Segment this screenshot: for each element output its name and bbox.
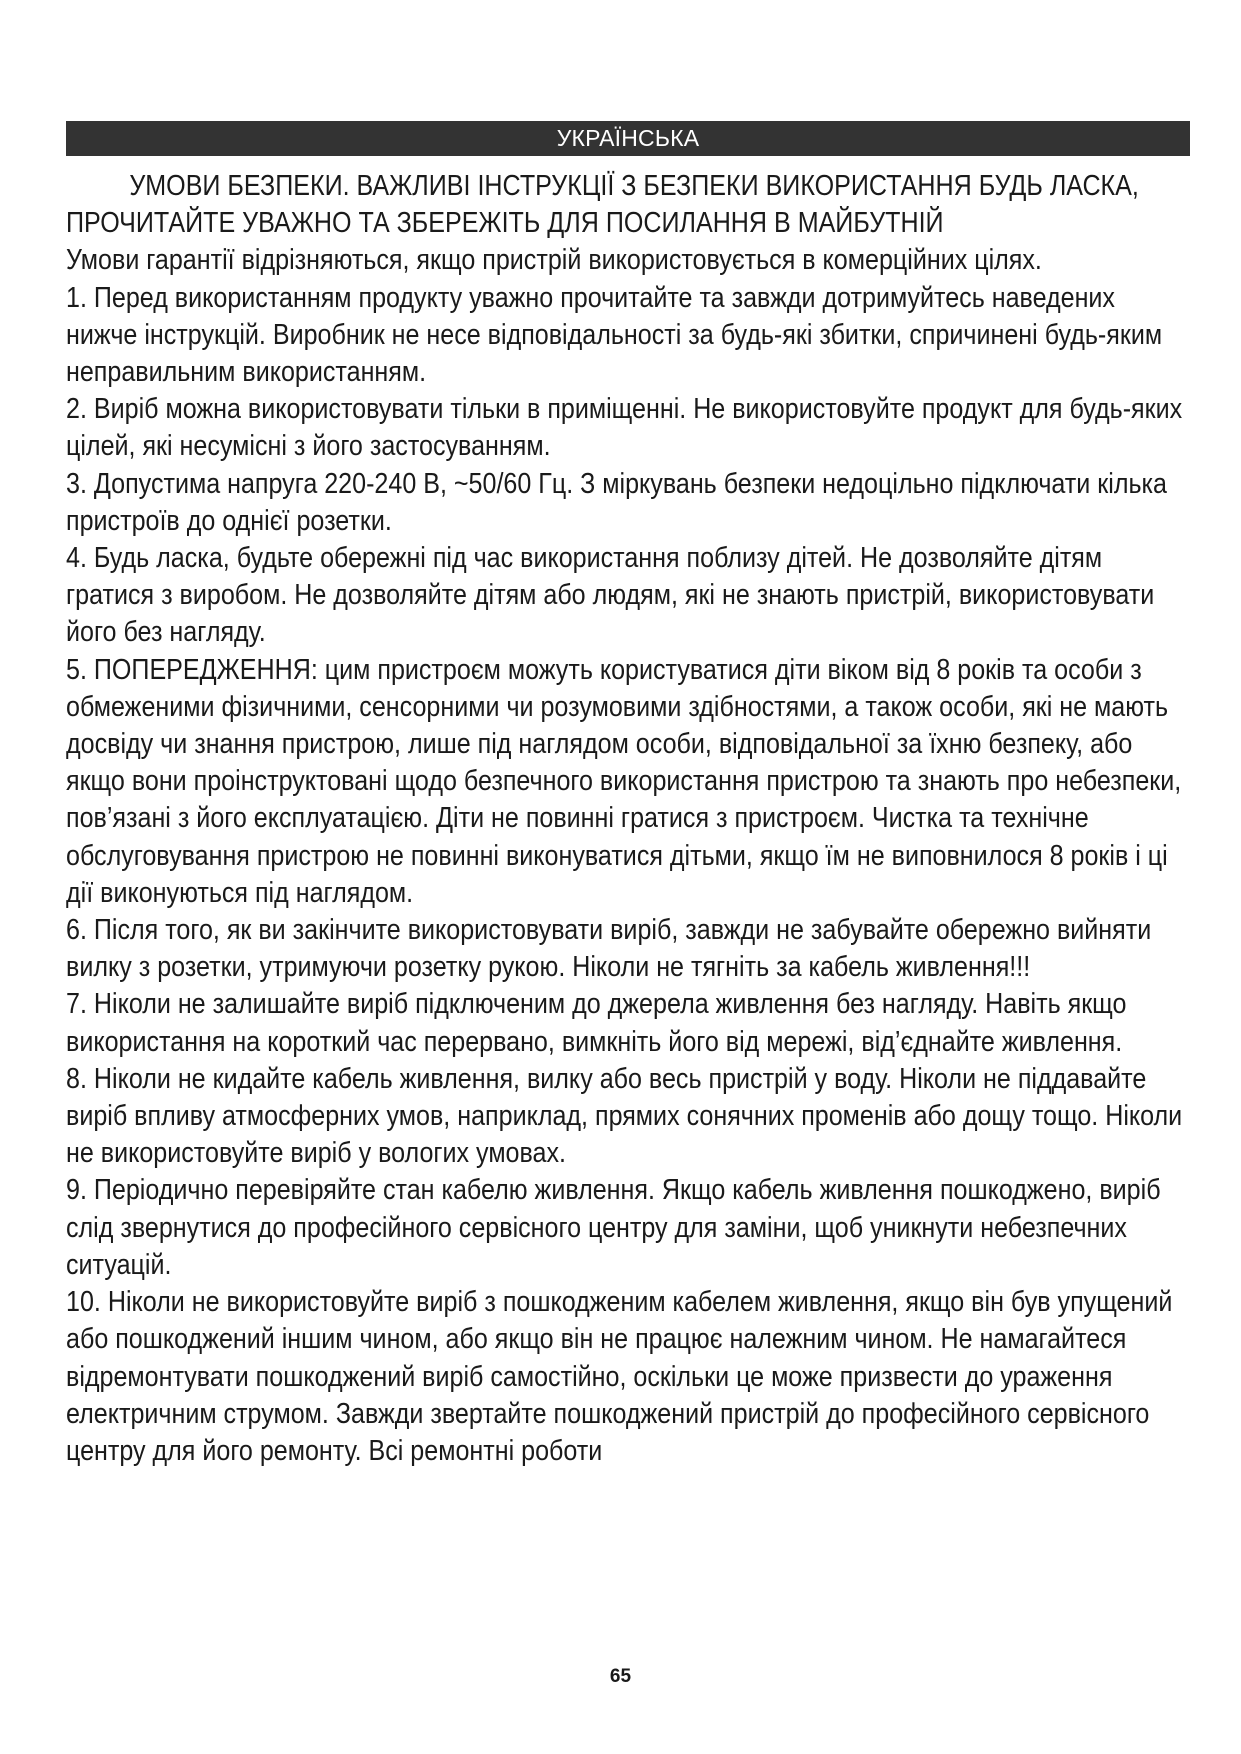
language-header-bar xyxy=(66,121,1190,156)
document-body xyxy=(66,168,1183,1470)
instruction-item-8: 8. Ніколи не кидайте кабель живлення, вилку або весь пристрій у воду. Ніколи не піддавайте виріб впливу атмосферних умов, наприклад, прямих сонячних променів або дощу тощо. Ніколи не використовуйте виріб у вологих умовах. xyxy=(66,1062,1183,1170)
warranty-note: Умови гарантії відрізняються, якщо пристрій використовується в комерційних цілях. xyxy=(66,244,1042,277)
instruction-item-3: 3. Допустима напруга 220-240 В, ~50/60 Гц. З міркувань безпеки недоцільно підключати кілька пристроїв до однієї розетки. xyxy=(66,467,1167,537)
instruction-item-2: 2. Виріб можна використовувати тільки в приміщенні. Не використовуйте продукт для будь-яких цілей, які несумісні з його застосуванням. xyxy=(66,393,1183,463)
instruction-item-9: 9. Періодично перевіряйте стан кабелю живлення. Якщо кабель живлення пошкоджено, виріб слід звернутися до професійного сервісного центру для заміни, щоб уникнути небезпечних ситуацій. xyxy=(66,1174,1161,1281)
page-number: 65 xyxy=(609,1666,632,1687)
language-label: УКРАЇНСЬКА xyxy=(556,125,700,151)
instruction-item-5: 5. ПОПЕРЕДЖЕННЯ: цим пристроєм можуть користуватися діти віком від 8 років та особи з обмеженими фізичними, сенсорними чи розумовими здібностями, а також особи, які не мають досвіду чи знання пристрою, лише під наглядом особи, відповідальної за їхню безпеку, або якщо вони проінструктовані щодо безпечного використання пристрою та знають про небезпеки, пов’язані з його експлуатацією. Діти не повинні гратися з пристроєм. Чистка та технічне обслуговування пристрою не повинні виконуватися дітьми, якщо їм не виповнилося 8 років і ці дії виконуються під наглядом. xyxy=(66,653,1182,909)
instruction-item-10: 10. Ніколи не використовуйте виріб з пошкодженим кабелем живлення, якщо він був упущений або пошкоджений іншим чином, або якщо він не працює належним чином. Не намагайтеся відремонтувати пошкоджений виріб самостійно, оскільки це може призвести до ураження електричним струмом. Завжди звертайте пошкоджений пристрій до професійного сервісного центру для його ремонту. Всі ремонтні роботи xyxy=(66,1286,1173,1467)
instruction-item-4: 4. Будь ласка, будьте обережні під час використання поблизу дітей. Не дозволяйте дітям гратися з виробом. Не дозволяйте дітям або людям, які не знають пристрій, використовувати його без нагляду. xyxy=(66,542,1155,649)
instruction-item-7: 7. Ніколи не залишайте виріб підключеним до джерела живлення без нагляду. Навіть якщо використання на короткий час перервано, вимкніть його від мережі, від’єднайте живлення. xyxy=(66,988,1127,1058)
instruction-item-1: 1. Перед використанням продукту уважно прочитайте та завжди дотримуйтесь наведених нижче інструкцій. Виробник не несе відповідальності за будь-які збитки, спричинені будь-яким неправильним використанням. xyxy=(66,281,1163,389)
safety-title: УМОВИ БЕЗПЕКИ. ВАЖЛИВІ ІНСТРУКЦІЇ З БЕЗПЕКИ ВИКОРИСТАННЯ БУДЬ ЛАСКА, ПРОЧИТАЙТЕ УВАЖНО ТА ЗБЕРЕЖІТЬ ДЛЯ ПОСИЛАННЯ В МАЙБУТНІЙ xyxy=(66,170,1139,240)
instruction-item-6: 6. Після того, як ви закінчите використовувати виріб, завжди не забувайте обережно вийняти вилку з розетки, утримуючи розетку рукою. Ніколи не тягніть за кабель живлення!!! xyxy=(66,914,1152,984)
